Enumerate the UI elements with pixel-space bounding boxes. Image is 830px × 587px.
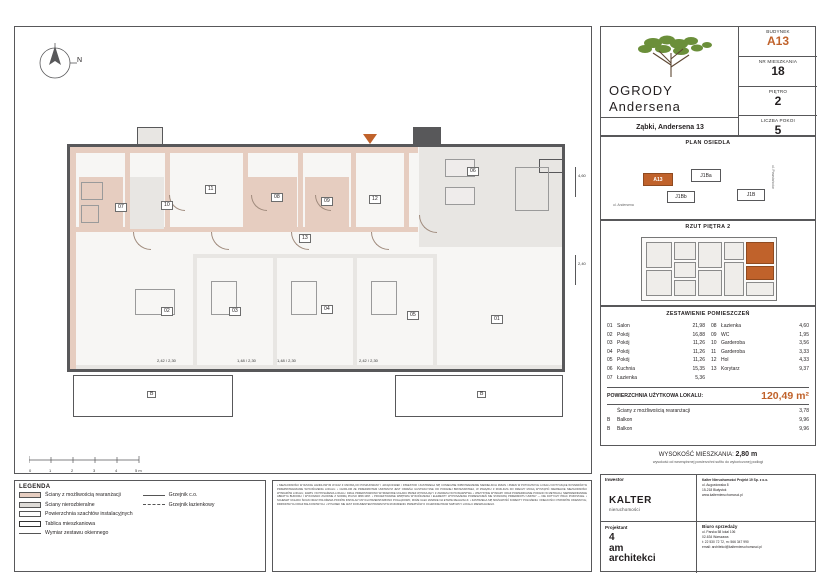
- legend-item: [143, 492, 215, 498]
- scale-mark-4: 4: [115, 468, 118, 473]
- sheet-header: [600, 26, 816, 136]
- room-label-06: 06: [467, 167, 479, 176]
- extra-no: [607, 407, 617, 416]
- room-area: 11,26: [692, 348, 705, 355]
- scale-mark-0: 0: [29, 468, 32, 473]
- brand-block: [601, 27, 739, 137]
- id-floor: [739, 89, 817, 116]
- legend-panel: [14, 480, 266, 572]
- legend-item: [143, 502, 215, 508]
- architects-logo: [609, 533, 656, 565]
- room-area: 4,60: [799, 323, 809, 329]
- room-area: 11,26: [692, 340, 705, 347]
- swatch-window-dimension: [19, 530, 41, 536]
- investor-addr-1: ul. Augustowska 8: [702, 483, 729, 488]
- investor-label: Inwestor: [605, 477, 624, 482]
- id-apartment-value: 18: [771, 64, 785, 78]
- brand-line-1: OGRODY: [609, 83, 673, 98]
- room-name: Salon: [617, 323, 630, 329]
- room-name: Łazienka: [721, 323, 742, 329]
- floor-key-panel: [600, 220, 816, 306]
- room-no: 11: [711, 348, 717, 355]
- extra-row: [607, 416, 809, 425]
- legend-item: [19, 492, 133, 498]
- site-building-j1bb[interactable]: J1Bb: [667, 191, 695, 203]
- height-label: WYSOKOŚĆ MIESZKANIA:: [658, 452, 734, 458]
- extra-area: 9,96: [799, 425, 809, 432]
- investor-addr-3[interactable]: www.kalternieruchomosci.pl: [702, 493, 743, 498]
- companies-left: [601, 475, 697, 573]
- apartment-identity: [739, 27, 817, 137]
- extra-area: 9,96: [799, 416, 809, 423]
- id-building-key: BUDYNEK: [766, 29, 790, 34]
- floor-plan-panel: N 4,60 2,40 B B 2,42 / 2,30 1,48 / 2,30 1,48 / 2,30 2,42 / 2,30 01 02 03 04 05 06 07 08 09 10 11 12 13 0 1 2 3 4 5 m: [14, 26, 592, 474]
- kalter-name: KALTER: [609, 495, 652, 506]
- sales-label: Biuro sprzedaży: [702, 524, 738, 529]
- room-no: 07: [607, 374, 613, 381]
- room-no: 03: [607, 340, 613, 347]
- room-area: 9,37: [799, 365, 809, 372]
- kalter-subtitle: nieruchomości: [609, 507, 640, 512]
- schedule-row: [607, 339, 705, 348]
- room-name: WC: [721, 331, 730, 338]
- id-apartment-key: NR MIESZKANIA: [758, 59, 798, 64]
- schedule-row: [607, 365, 705, 374]
- schedule-row: [711, 365, 809, 374]
- id-rooms-key: LICZBA POKOI: [760, 118, 796, 123]
- room-area: 15,35: [692, 365, 705, 372]
- schedule-row: [711, 356, 809, 365]
- room-area: 1,95: [799, 331, 809, 338]
- highlighted-unit: [746, 242, 774, 264]
- schedule-row: [711, 322, 809, 331]
- room-name: Garderoba: [721, 340, 745, 347]
- designer-label: Projektant: [605, 525, 628, 530]
- legend-column-left: [19, 492, 133, 536]
- extra-no: B: [607, 416, 611, 423]
- extra-row: [607, 425, 809, 434]
- swatch-shafts: [19, 511, 41, 517]
- legend-label: Powierzchnia szachtów instalacyjnych: [45, 511, 133, 517]
- id-rooms-value: 5: [774, 123, 782, 137]
- room-name: Hol: [721, 357, 729, 364]
- entrance-arrow-icon: [363, 134, 377, 144]
- swatch-bathroom-radiator: [143, 502, 165, 508]
- room-area: 3,56: [799, 340, 809, 347]
- legend-item: [19, 511, 133, 517]
- legend-label: Ściany z możliwością rearanżacji: [45, 492, 121, 498]
- balcony-label-left: B: [147, 391, 156, 398]
- room-name: Korytarz: [721, 365, 740, 372]
- room-area: 4,33: [799, 357, 809, 364]
- schedule-row: [607, 331, 705, 340]
- total-area-row: [607, 387, 809, 405]
- room-area: 21,98: [692, 323, 705, 329]
- id-floor-value: 2: [774, 94, 782, 108]
- room-area: 3,33: [799, 348, 809, 355]
- floor-key-title: RZUT PIĘTRA 2: [685, 224, 731, 230]
- designer-line-3: architekci: [609, 553, 656, 564]
- tree-logo-icon: [619, 33, 725, 79]
- room-no: 02: [607, 331, 613, 338]
- legend-label: Tablica mieszkaniowa: [45, 520, 96, 527]
- investor-addr-2: 15-218 Białystok: [702, 488, 727, 493]
- schedule-column-left: [607, 322, 705, 382]
- swatch-rearrangeable-walls: [19, 492, 41, 498]
- extra-no: B: [607, 425, 611, 432]
- room-name: Pokój: [617, 340, 630, 347]
- room-area: 5,36: [695, 374, 705, 381]
- designer-addr-3: t: 22 530 72 72, m: 566 347 990: [702, 540, 749, 545]
- room-area: 11,26: [692, 357, 705, 364]
- schedule-row: [711, 331, 809, 340]
- room-label-07: 07: [115, 203, 127, 212]
- floor-key-diagram: [641, 237, 777, 301]
- scale-mark-5: 5 m: [135, 468, 142, 473]
- id-building-value: A13: [766, 34, 789, 48]
- legend-label: Ściany nierozbieralne: [45, 501, 95, 508]
- schedule-row: [607, 356, 705, 365]
- room-label-05: 05: [407, 311, 419, 320]
- room-label-04: 04: [321, 305, 333, 314]
- room-label-01: 01: [491, 315, 503, 324]
- designer-addr-1: ul. Parska 58 lokal 106: [702, 530, 736, 534]
- room-no: 13: [711, 365, 717, 372]
- id-apartment: [739, 59, 817, 87]
- extra-name: Ściany z możliwością rearanżacji: [617, 408, 691, 415]
- room-label-08: 08: [271, 193, 283, 202]
- room-name: Łazienka: [617, 374, 638, 381]
- notes-text: • NIEZGODNOŚCI W RZUCIE HANDLOWYM W RAZ Z UMOWĄ DO POSZUKIWANY I JAKĄKOLWIEK / INWESTOR I ZASTRZEGA SIĘ CONIECZNE WPROWADZENIE NIEWIELKICH ZMIAN / ZMIEN W POTOCZNYCH LOKALU DOTYCZĄCE WYMIARÓW W PRZEPROWADZANIE WYKOŃCZENIA LOKALU. • CHWILOM ZE PRZEDMIOTEM UMOWNYM JEST OKREŚLI ILUSTRACYJNE OD PODANEJ BROSZUROWEJ, W ZWIĄZKU Z ROZLICZA DO RZECZY MOGĄ WYSTĄPIĆ NIEWIELKIE NIEZGODNOŚCI WYMIARÓW LOKALU, ZAWIS I WYPOSAŻENIA LOKALU. DZIAŁ PRZEDSTAWIONO WYMIAROWE UKŁADU PRZEZ WYNIKAJĄCY Z ZAKRESU WYKONAWSTWA. • WSZYSTKIE WYMIARY ORAZ POWIERZCHNIE PODANO W METRACH, NIEPRZEWIDZIANE ABRATYA BUDOWLI I WYKONANO ZGODNIE Z NORMĄ PN-ISO 9836:1997. • PROJEKTOWANE WNĘTRZA WYKOŃCZENIA I ELEMENTY WYPOSAŻENIA POMIESZCZEŃ NIE STANOWIĄ PRZEDMIOTU UMOWY — NIE DOTYCZY PRAC POZOSTAŁE. • SCHEMAT UKŁADU ŚCIAN ORAZ POŁOŻENIA PIONÓW INSTALACYJNYCH PRZEDSTAWIONO POGLĄDOWO, MOŻE ULEC ZMIANIE NA ETAPIE REALIZACJI. • ZASTRZEGA SIĘ MOŻLIWOŚĆ KOREKTY POŁOŻENIA I WIELKOŚCI OTWORÓW OKIENNYCH, DRZWIOWYCH ORAZ BALKONOWYCH. • RYSUNEK NIE JEST DOKUMENTEM PRAWNYM W ROZUMIENIU PRZEPISÓW O OCHRONIE PRAW NABYWCY LOKALU MIESZKALNEGO.: [277, 484, 587, 506]
- street-label-1: ul. Andersena: [613, 203, 634, 207]
- swatch-apartment-board: [19, 521, 41, 527]
- kalter-logo: [609, 495, 652, 512]
- height-note: wysokość od wewnętrznej powierzchni sufitu do wykończonej podłogi: [652, 460, 764, 464]
- schedule-row: [711, 339, 809, 348]
- room-label-09: 09: [321, 197, 333, 206]
- room-area: 16,88: [692, 331, 705, 338]
- balcony-label-right: B: [477, 391, 486, 398]
- swatch-radiator: [143, 492, 165, 498]
- legend-item: [19, 530, 133, 536]
- scale-mark-3: 3: [93, 468, 96, 473]
- companies-right: [697, 475, 815, 573]
- room-no: 12: [711, 357, 717, 364]
- schedule-row: [607, 348, 705, 357]
- total-area-value: 120,49 m²: [761, 390, 809, 403]
- compass-icon: [33, 41, 87, 85]
- legend-column-right: [143, 492, 215, 536]
- scale-mark-1: 1: [49, 468, 52, 473]
- legend-label: Grzejnik łazienkowy: [168, 501, 215, 508]
- swatch-fixed-walls: [19, 502, 41, 508]
- schedule-row: [607, 374, 705, 383]
- designer-addr-4[interactable]: email: architekci@kalternieruchomosci.pl: [702, 545, 762, 550]
- address-label: Ząbki, Andersena 13: [601, 117, 739, 137]
- room-no: 06: [607, 365, 613, 372]
- room-schedule-panel: [600, 306, 816, 446]
- investor-name: Kalter Nieruchomości Projekt 19 Sp. z o.o.: [702, 478, 769, 482]
- legend-item: [19, 502, 133, 508]
- legend-label: Grzejnik c.o.: [168, 492, 198, 498]
- room-name: Pokój: [617, 331, 630, 338]
- site-building-j1ba[interactable]: J1Ba: [691, 169, 721, 182]
- room-label-13: 13: [299, 234, 311, 243]
- designer-line-2: am: [609, 542, 624, 554]
- street-label-2: ul. Powstańców: [771, 165, 775, 189]
- site-building-j1b[interactable]: J1B: [737, 189, 765, 201]
- total-area-label: POWIERZCHNIA UŻYTKOWA LOKALU:: [607, 393, 704, 400]
- room-name: Pokój: [617, 357, 630, 364]
- room-label-11: 11: [205, 185, 216, 194]
- legend-label: Wymiar zestawu okiennego: [45, 530, 109, 536]
- room-no: 08: [711, 323, 717, 329]
- site-plan-panel: [600, 136, 816, 220]
- room-label-12: 12: [369, 195, 381, 204]
- brand-name: [609, 83, 681, 114]
- room-name: Pokój: [617, 348, 630, 355]
- extra-name: Balkon: [617, 416, 633, 423]
- id-building: [739, 29, 817, 57]
- legend-title: LEGENDA: [19, 484, 51, 490]
- room-name: Garderoba: [721, 348, 745, 355]
- legend-item: [19, 521, 133, 527]
- scale-mark-2: 2: [71, 468, 74, 473]
- brand-line-2: Andersena: [609, 99, 681, 114]
- site-building-a13[interactable]: A13: [643, 173, 673, 186]
- room-name: Kuchnia: [617, 365, 636, 372]
- room-no: 10: [711, 340, 717, 347]
- notes-panel: [272, 480, 592, 572]
- compass-label: N: [77, 57, 83, 64]
- room-no: 01: [607, 323, 613, 329]
- schedule-row: [711, 348, 809, 357]
- companies-panel: [600, 474, 816, 572]
- room-no: 09: [711, 331, 717, 338]
- schedule-column-right: [711, 322, 809, 382]
- schedule-row: [607, 322, 705, 331]
- room-no: 05: [607, 357, 613, 364]
- height-value: 2,80 m: [735, 451, 758, 458]
- room-label-03: 03: [229, 307, 241, 316]
- room-no: 04: [607, 348, 613, 355]
- ceiling-height-block: [600, 446, 816, 474]
- room-label-10: 10: [161, 201, 173, 210]
- extra-name: Balkon: [617, 425, 633, 432]
- designer-addr-2: 02-634 Warszawa: [702, 535, 729, 540]
- id-floor-key: PIĘTRO: [768, 89, 788, 94]
- extra-row: [607, 407, 809, 416]
- schedule-title: ZESTAWIENIE POMIESZCZEŃ: [666, 311, 750, 317]
- extra-area: 3,78: [799, 408, 809, 415]
- site-plan-title: PLAN OSIEDLA: [685, 140, 731, 146]
- room-label-02: 02: [161, 307, 173, 316]
- designer-line-1: 4: [609, 532, 615, 543]
